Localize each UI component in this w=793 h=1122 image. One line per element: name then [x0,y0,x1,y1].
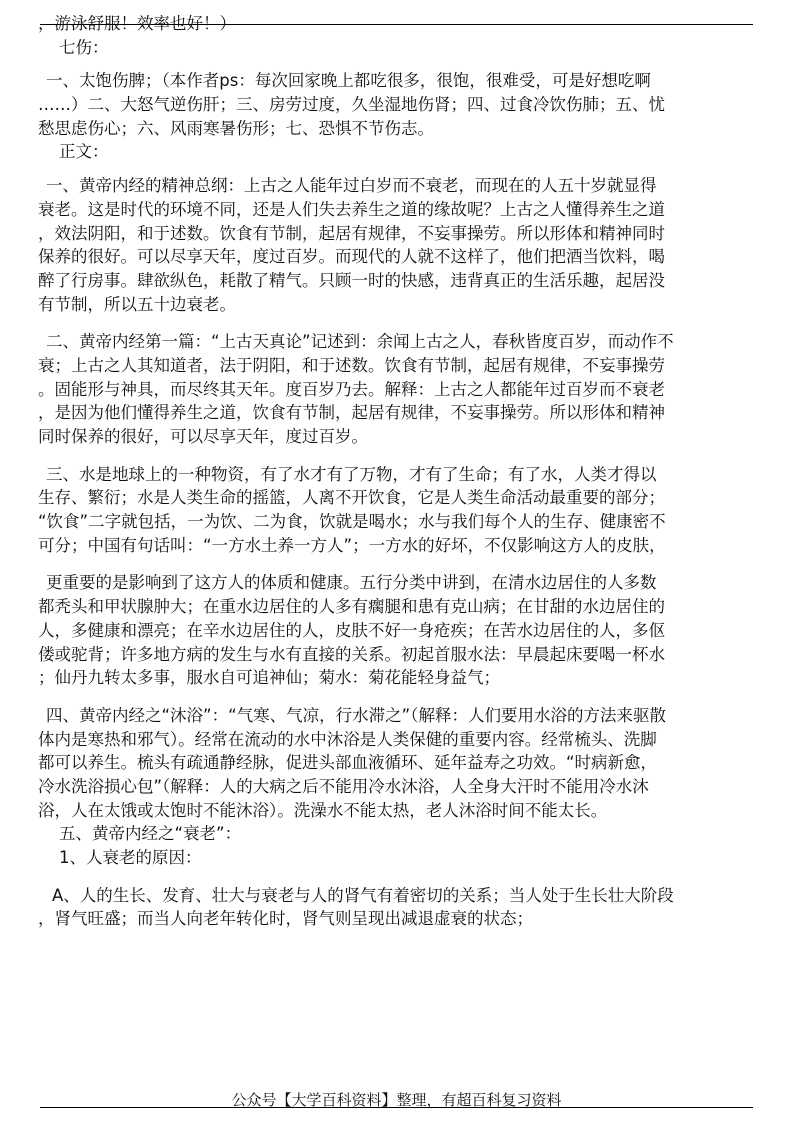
text-line: 一、黄帝内经的精神总纲：上古之人能年过白岁而不衰老，而现在的人五十岁就显得 [46,176,657,196]
footer-text: 公众号【大学百科资料】整理，有超百科复习资料 [231,1091,562,1109]
text-line: ，肾气旺盛；而当人向老年转化时，肾气则呈现出减退虚衰的状态； [38,909,533,929]
text-line: 体内是寒热和邪气）。经常在流动的水中沐浴是人类保健的重要内容。经常梳头、洗脚 [38,729,657,749]
text-line: 衰老。这是时代的环境不同，还是人们失去养生之道的缘故呢？上古之人懂得养生之道 [38,199,665,219]
text-line: 愁思虑伤心；六、风雨寒暑伤形；七、恐惧不节伤志。 [38,118,434,138]
text-line: ，效法阴阳，和于述数。饮食有节制，起居有规律，不妄事操劳。所以形体和精神同时 [38,223,665,243]
footer-rule [40,1107,753,1108]
text-line: 同时保养的很好，可以尽享天年，度过百岁。 [38,427,368,446]
text-line: A、人的生长、发育、壮大与衰老与人的肾气有着密切的关系；当人处于生长壮大阶段 [52,885,674,905]
text-line: 更重要的是影响到了这方人的体质和健康。五行分类中讲到，在清水边居住的人多数 [46,573,657,593]
text-line: 冷水洗浴损心包”（解释：人的大病之后不能用冷水沐浴，人全身大汗时不能用冷水沐 [38,776,649,796]
text-line: ；仙丹九转太多事，服水自可追神仙；菊水：菊花能轻身益气； [38,668,500,688]
text-line: 都秃头和甲状腺肿大；在重水边居住的人多有瘸腿和患有克山病；在甘甜的水边居住的 [38,597,665,617]
text-line: 人，多健康和漂亮；在辛水边居住的人，皮肤不好一身疮疾；在苦水边居住的人，多伛 [38,620,665,640]
text-line: 生存、繁衍；水是人类生命的摇篮，人离不开饮食，它是人类生命活动最重要的部分； [38,488,665,508]
text-line: 有节制，所以五十边衰老。 [38,294,236,314]
text-line: 浴，人在太饿或太饱时不能沐浴）。洗澡水不能太热，老人沐浴时间不能太长。 [38,800,608,820]
text-line: 衰；上古之人其知道者，法于阴阳，和于述数。饮食有节制，起居有规律，不妄事操劳 [38,355,665,375]
text-line: 四、黄帝内经之“沐浴”：“气寒、气凉，行水滞之”（解释：人们要用水浴的方法来驱散 [46,705,666,725]
text-line: 三、水是地球上的一种物资，有了水才有了万物，才有了生命；有了水，人类才得以 [46,464,657,484]
section-heading-qishang: 七伤： [59,37,109,57]
text-line: 保养的很好。可以尽享天年，度过百岁。而现代的人就不这样了，他们把酒当饮料，喝 [38,247,665,267]
text-line: ，游泳舒服！效率也好！） [38,14,236,33]
text-line: ，是因为他们懂得养生之道，饮食有节制，起居有规律，不妄事操劳。所以形体和精神 [38,403,665,423]
text-line: 醉了行房事。肆欲纵色，耗散了精气。只顾一时的快感，违背真正的生活乐趣，起居没 [38,270,665,290]
text-line: 可分；中国有句话叫：“一方水土养一方人”；一方水的好坏，不仅影响这方人的皮肤， [38,535,666,555]
text-line: 一、太饱伤脾；（本作者ps：每次回家晚上都吃很多，很饱，很难受，可是好想吃啊 [46,71,651,91]
text-line: 都可以养生。梳头有疏通静经脉，促进头部血液循环、延年益寿之功效。“时病新愈， [38,753,658,773]
subheading-causes: 1、人衰老的原因： [59,848,202,867]
text-line: 。固能形与神具，而尽终其天年。度百岁乃去。解释：上古之人都能年过百岁而不衰老 [38,379,665,399]
text-line: “饮食”二字就包括，一为饮、二为食，饮就是喝水；水与我们每个人的生存、健康密不 [38,512,666,532]
text-line: 二、黄帝内经第一篇：“上古天真论”记述到：余闻上古之人，春秋皆度百岁，而动作不 [46,332,674,352]
document-body [38,12,780,931]
text-line: ……）二、大怒气逆伤肝；三、房劳过度，久坐湿地伤肾；四、过食冷饮伤肺；五、忧 [38,95,665,115]
section-heading-zhengwen: 正文： [59,142,109,162]
section-heading-shuailao: 五、黄帝内经之“衰老”： [59,824,242,844]
text-line: 偻或驼背；许多地方病的发生与水有直接的关系。初起首服水法：早晨起床要喝一杯水 [38,644,665,664]
